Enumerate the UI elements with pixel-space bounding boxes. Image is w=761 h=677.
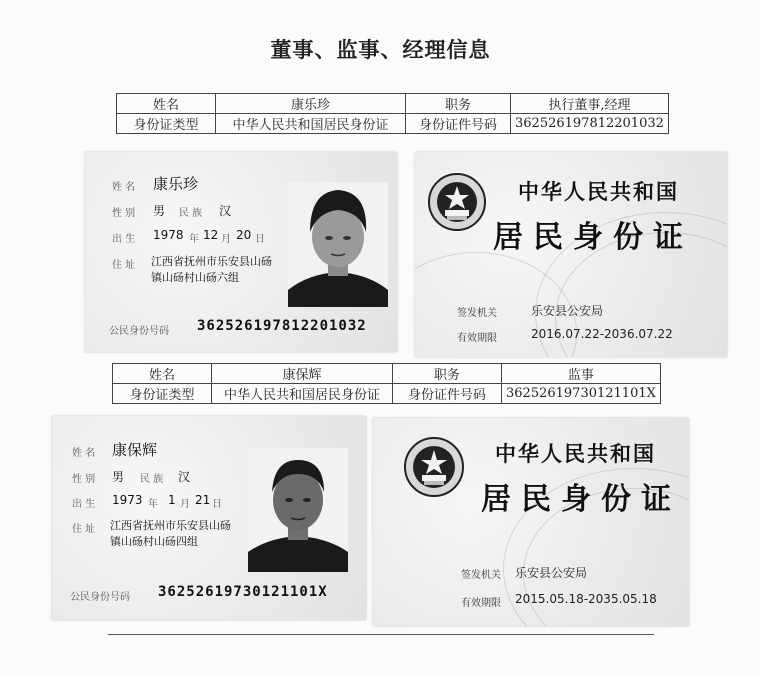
address-label: 住 址 (72, 524, 96, 535)
id-no-label-cell: 身份证件号码 (406, 114, 511, 134)
person-info-table-1 (116, 93, 669, 134)
card-name: 康保辉 (112, 441, 158, 459)
id-type-cell: 中华人民共和国居民身份证 (216, 114, 406, 134)
country-name: 中华人民共和国 (518, 180, 679, 204)
table-row (113, 384, 661, 404)
birth-label: 出 生 (72, 499, 96, 510)
birth-month: 1 (168, 493, 176, 507)
name-cell: 康保辉 (212, 364, 393, 384)
id-no-cell: 362526197812201032 (511, 114, 669, 134)
card-type-title: 居民身份证 (481, 482, 681, 517)
address-label: 住 址 (112, 260, 136, 271)
authority-label: 签发机关 (457, 308, 497, 319)
authority-value: 乐安县公安局 (531, 304, 604, 318)
position-label-cell: 职务 (393, 364, 502, 384)
portrait-photo (288, 182, 388, 307)
id-no-label-cell: 身份证件号码 (393, 384, 502, 404)
birth-day: 20 (236, 228, 252, 242)
id-type-cell: 中华人民共和国居民身份证 (212, 384, 393, 404)
national-emblem-icon (403, 436, 465, 498)
month-char: 月 (180, 499, 190, 510)
id-number-label: 公民身份号码 (70, 592, 130, 603)
name-label: 姓 名 (72, 448, 96, 459)
birth-label: 出 生 (112, 234, 136, 245)
person-info-table-2 (112, 363, 661, 404)
month-char: 月 (221, 234, 231, 245)
address-line-1: 江西省抚州市乐安县山砀 (151, 255, 272, 268)
ethnic-label: 民 族 (179, 208, 203, 219)
address-line-1: 江西省抚州市乐安县山砀 (110, 519, 231, 532)
id-type-label-cell: 身份证类型 (117, 114, 216, 134)
valid-label: 有效期限 (457, 333, 497, 344)
name-label-cell: 姓名 (113, 364, 212, 384)
id-no-cell: 36252619730121101X (502, 384, 661, 404)
table-row (117, 94, 669, 114)
address-line-2: 镇山砀村山砀四组 (110, 535, 198, 548)
sex-label: 性 别 (72, 474, 96, 485)
address-line-2: 镇山砀村山砀六组 (151, 271, 239, 284)
authority-label: 签发机关 (461, 570, 501, 581)
id-number: 362526197812201032 (197, 318, 367, 334)
birth-year: 1973 (112, 493, 143, 507)
ethnic-value: 汉 (178, 470, 191, 484)
ethnic-value: 汉 (219, 204, 232, 218)
card-type-title: 居民身份证 (493, 220, 693, 255)
day-char: 日 (255, 234, 265, 245)
name-cell: 康乐珍 (216, 94, 406, 114)
valid-value: 2015.05.18-2035.05.18 (515, 592, 657, 606)
position-label-cell: 职务 (406, 94, 511, 114)
portrait-svg (248, 448, 348, 572)
table-row (113, 364, 661, 384)
page-title: 董事、监事、经理信息 (270, 38, 491, 62)
table-row (117, 114, 669, 134)
day-char: 日 (212, 499, 222, 510)
year-char: 年 (189, 234, 199, 245)
name-label-cell: 姓名 (117, 94, 216, 114)
birth-month: 12 (203, 228, 219, 242)
id-card-back-1 (415, 152, 727, 357)
sex-label: 性 别 (112, 208, 136, 219)
id-card-front-1 (85, 152, 397, 352)
id-card-back-2 (373, 418, 689, 626)
id-number: 36252619730121101X (158, 584, 328, 600)
sex-value: 男 (112, 470, 125, 484)
valid-value: 2016.07.22-2036.07.22 (531, 327, 673, 341)
sex-value: 男 (153, 204, 166, 218)
position-cell: 执行董事,经理 (511, 94, 669, 114)
year-char: 年 (148, 499, 158, 510)
country-name: 中华人民共和国 (495, 442, 656, 466)
birth-year: 1978 (153, 228, 184, 242)
valid-label: 有效期限 (461, 598, 501, 609)
ethnic-label: 民 族 (140, 474, 164, 485)
portrait-svg (288, 182, 388, 307)
id-number-label: 公民身份号码 (109, 326, 169, 337)
birth-day: 21 (195, 493, 211, 507)
id-type-label-cell: 身份证类型 (113, 384, 212, 404)
position-cell: 监事 (502, 364, 661, 384)
id-card-front-2 (52, 416, 366, 620)
portrait-photo (248, 448, 348, 572)
name-label: 姓 名 (112, 182, 136, 193)
authority-value: 乐安县公安局 (515, 566, 588, 580)
card-name: 康乐珍 (153, 175, 199, 193)
national-emblem-icon (427, 172, 487, 232)
bottom-rule (108, 634, 654, 635)
